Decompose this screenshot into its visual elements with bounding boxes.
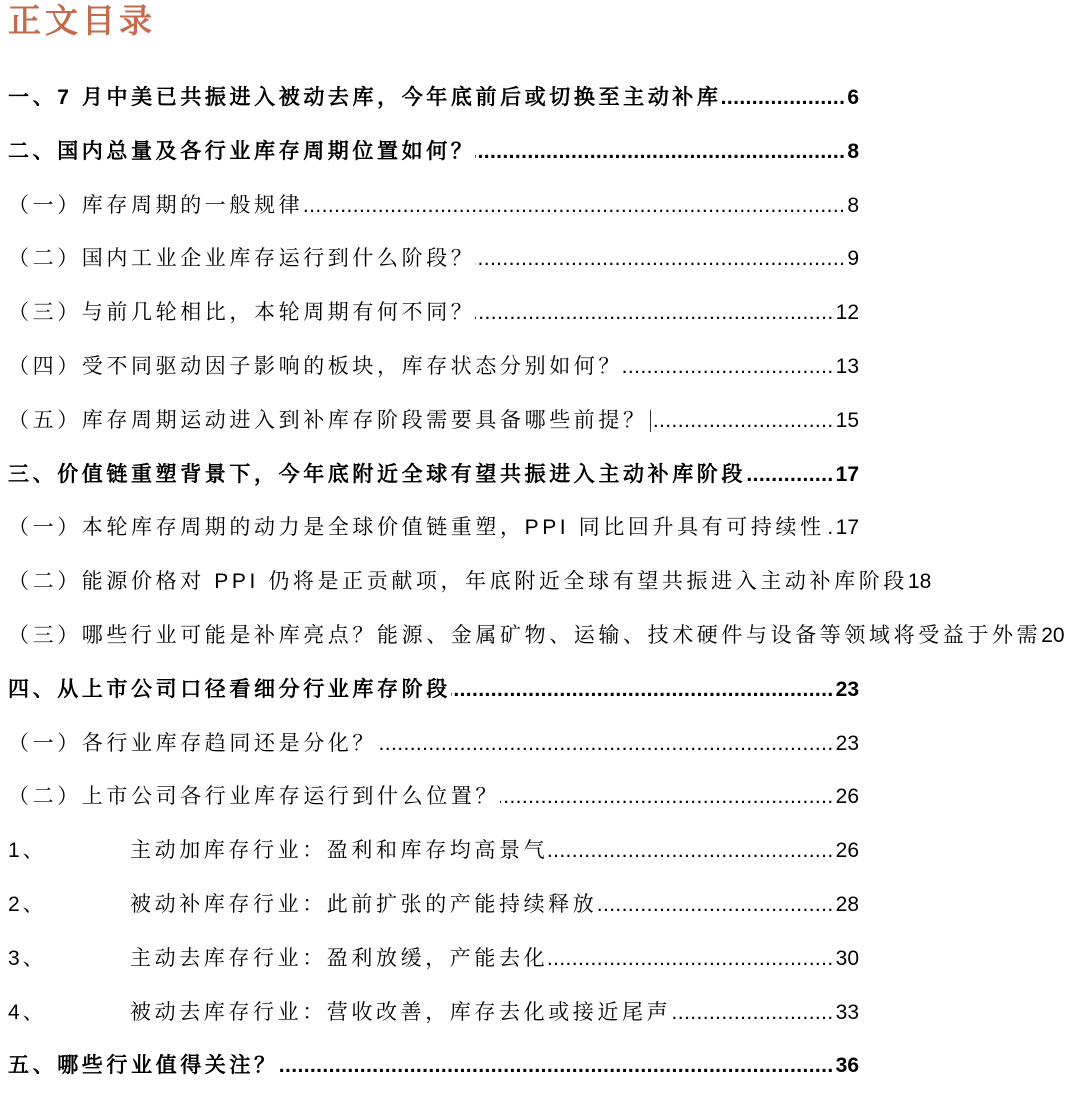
toc-entry-label: 被动补库存行业：此前扩张的产能持续释放 [130,892,598,916]
toc-entry-label: 二、国内总量及各行业库存周期位置如何？ [8,139,476,163]
toc-section[interactable] [8,448,859,502]
toc-section[interactable] [8,125,859,179]
dot-leader [653,394,836,448]
dot-leader [475,232,847,286]
dot-leader [597,878,835,932]
toc-subsection[interactable] [8,609,1065,663]
toc-item[interactable] [8,878,859,932]
toc-subsection[interactable] [8,179,859,233]
dot-leader [500,770,836,824]
toc-entry-label: 一、7 月中美已共振进入被动去库，今年底前后或切换至主动补库 [8,86,722,109]
toc-entry-label: 五、哪些行业值得关注？ [8,1054,279,1078]
toc-entry-page: 9 [847,247,859,271]
toc-item[interactable] [8,986,859,1040]
toc-entry-label: 主动去库存行业：盈利放缓，产能去化 [130,946,549,970]
toc-entry-page: 8 [847,193,859,217]
toc-entry-page: 6 [847,86,859,109]
toc-entry-page: 26 [835,785,859,809]
dot-leader [377,717,836,771]
toc-entry-page: 15 [835,408,859,432]
toc-item-number: 3、 [8,946,47,970]
dot-leader [548,932,835,986]
toc-entry-page: 28 [835,892,859,916]
toc-entry-page: 17 [835,462,859,486]
toc-section[interactable] [8,71,859,125]
toc-subsection[interactable] [8,394,859,448]
toc-entry-label: （三）哪些行业可能是补库亮点？能源、金属矿物、运输、技术硬件与设备等领域将受益于外需 [8,623,1042,647]
dot-leader [671,986,835,1040]
toc-entry-label: 主动加库存行业：盈利和库存均高景气 [130,839,549,863]
toc-entry-page: 17 [835,516,859,540]
toc-item-number: 1、 [8,839,47,863]
toc-entry-label: 四、从上市公司口径看细分行业库存阶段 [8,677,451,701]
dot-leader [475,286,835,340]
toc-subsection[interactable] [8,286,859,340]
dot-leader [279,1039,836,1093]
dot-leader [746,448,836,502]
toc-entry-label: （三）与前几轮相比，本轮周期有何不同？ [8,301,476,325]
dot-leader [623,340,836,394]
toc-entry-page: 12 [835,301,859,325]
toc-entry-label: （二）国内工业企业库存运行到什么阶段？ [8,247,476,271]
toc-entry-page: 20 [1041,623,1065,647]
toc-section[interactable] [8,1039,859,1093]
toc-entry-page: 30 [835,946,859,970]
toc-entry-page: 23 [835,677,859,701]
toc-entry-page: 23 [835,731,859,755]
toc-entry-label: 三、价值链重塑背景下，今年底附近全球有望共振进入主动补库阶段 [8,462,746,486]
toc-subsection[interactable] [8,717,859,771]
dot-leader [451,663,836,717]
toc-section[interactable] [8,663,859,717]
toc-item[interactable] [8,932,859,986]
dot-leader [722,71,848,125]
toc-entry-label: （一）库存周期的一般规律 [8,193,304,217]
toc-entry-label: （二）能源价格对 PPI 仍将是正贡献项，年底附近全球有望共振进入主动补库阶段 [8,570,908,594]
toc-entry-page: 26 [835,839,859,863]
toc-subsection[interactable] [8,232,859,286]
dot-leader [825,501,836,555]
dot-leader [303,179,847,233]
toc-entry-label: （四）受不同驱动因子影响的板块，库存状态分别如何？ [8,354,623,378]
toc-item[interactable] [8,824,859,878]
toc-entry-label: （一）各行业库存趋同还是分化？ [8,731,377,755]
toc-subsection[interactable] [8,555,931,609]
toc-subsection[interactable] [8,340,859,394]
toc-entry-page: 18 [907,570,932,594]
toc-title: 正文目录 [8,1,156,40]
toc-entry-label: （二）上市公司各行业库存运行到什么位置？ [8,785,500,809]
toc-entry-page: 33 [835,1000,859,1024]
toc-entry-page: 13 [835,354,859,378]
toc-item-number: 4、 [8,1000,47,1024]
toc-item-number: 2、 [8,892,47,916]
text-cursor [650,410,651,432]
dot-leader [548,824,835,878]
dot-leader [475,125,847,179]
toc-subsection[interactable] [8,770,859,824]
toc-entry-page: 8 [847,139,859,163]
toc-entry-label: （五）库存周期运动进入到补库存阶段需要具备哪些前提？ [8,408,648,432]
toc-subsection[interactable] [8,501,859,555]
toc-entry-label: 被动去库存行业：营收改善，库存去化或接近尾声 [130,1000,672,1024]
toc-entry-page: 36 [835,1054,859,1078]
table-of-contents [8,71,1065,1093]
toc-entry-label: （一）本轮库存周期的动力是全球价值链重塑，PPI 同比回升具有可持续性 [8,516,825,540]
